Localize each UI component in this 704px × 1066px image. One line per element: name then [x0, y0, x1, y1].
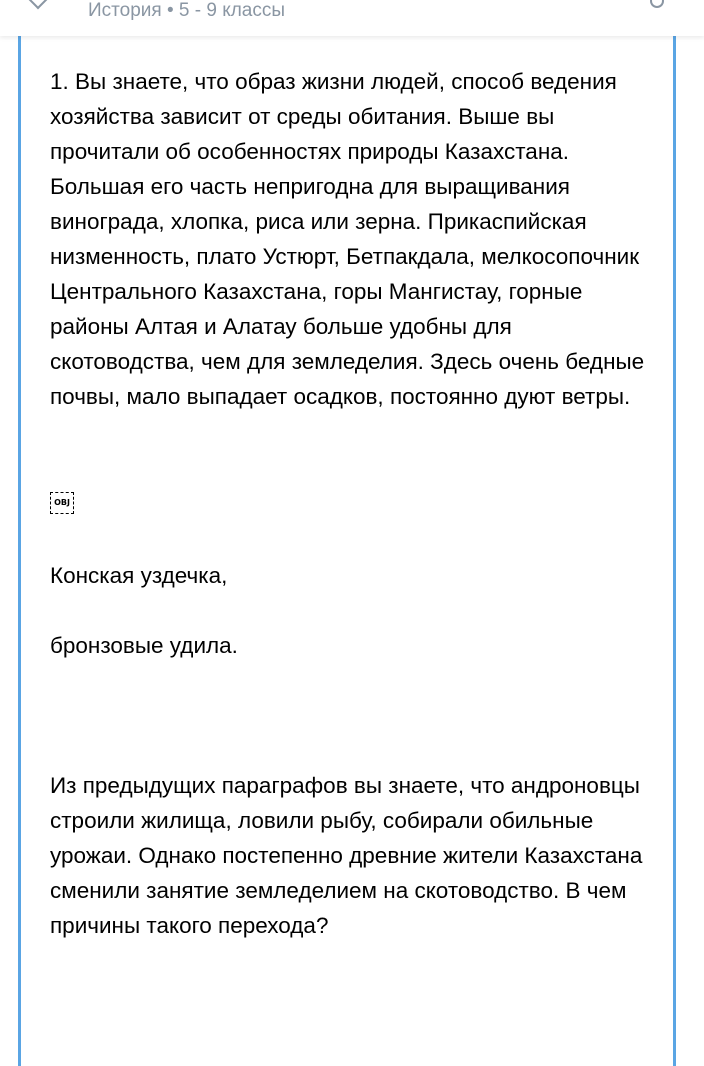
chevron-left-icon[interactable]	[27, 0, 50, 9]
question-card	[18, 36, 676, 1066]
question-paragraph-1: 1. Вы знаете, что образ жизни людей, способ ведения хозяйства зависит от среды обитания. Выше вы прочитали об особенностях природы Казахстана. Большая его часть непригодна для выращивания винограда, хлопка, риса или зерна. Прикаспийская низменность, плато Устюрт, Бетпакдала, мелкосопочник Центрального Казахстана, горы Мангистау, горные районы Алтая и Алатау больше удобны для скотоводства, чем для земледелия. Здесь очень бедные почвы, мало выпадает осадков, постоянно дуют ветры.	[50, 69, 645, 409]
overflow-menu-icon[interactable]	[650, 0, 664, 8]
question-paragraph-2: Из предыдущих параграфов вы знаете, что андроновцы строили жилища, ловили рыбу, собирали обильные урожаи. Однако постепенно древние жители Казахстана сменили занятие земледелием на скотоводство. В чем причины такого перехода?	[50, 773, 643, 938]
subject-label[interactable]: История • 5 - 9 классы	[88, 0, 286, 21]
embedded-object-icon[interactable]: OBJ	[50, 492, 74, 514]
top-bar	[0, 0, 704, 36]
image-caption-line-2: бронзовые удила.	[50, 633, 238, 658]
image-caption-line-1: Конская уздечка,	[50, 563, 228, 588]
